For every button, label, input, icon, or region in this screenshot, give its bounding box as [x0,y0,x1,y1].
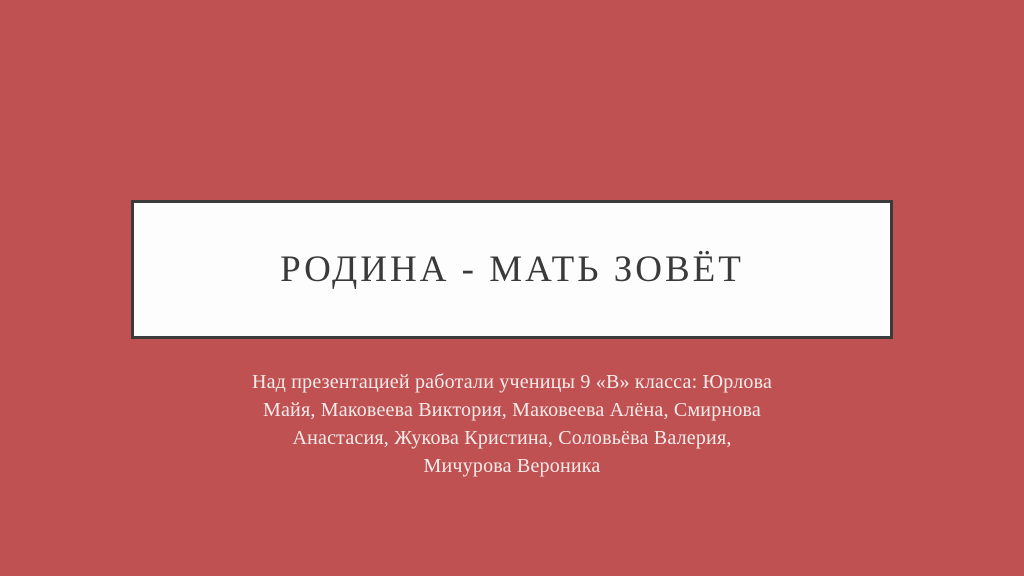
subtitle-line-4: Мичурова Вероника [423,455,601,477]
slide-title: РОДИНА - МАТЬ ЗОВЁТ [280,249,744,290]
slide-subtitle [0,368,1024,480]
subtitle-line-1: Над презентацией работали ученицы 9 «В» класса: Юрлова [251,371,773,393]
subtitle-line-3: Анастасия, Жукова Кристина, Соловьёва Валерия, [292,427,732,449]
title-box [131,200,893,339]
subtitle-line-2: Майя, Маковеева Виктория, Маковеева Алёна, Смирнова [263,399,761,421]
